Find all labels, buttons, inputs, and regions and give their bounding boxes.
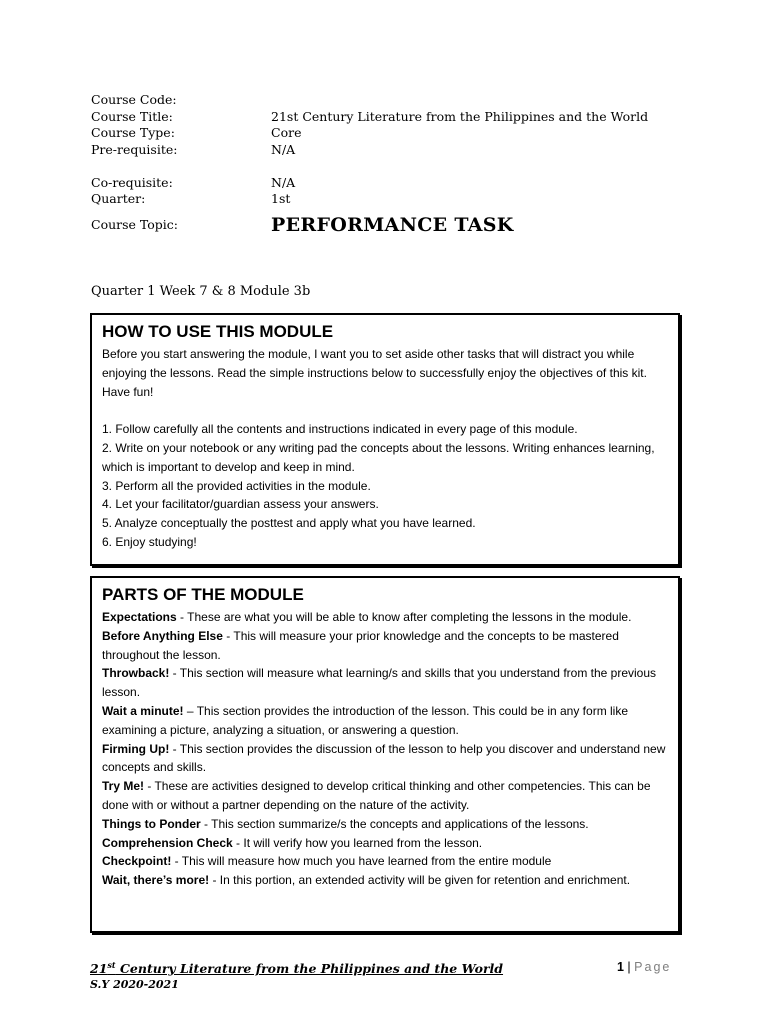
parts-of-module-heading: PARTS OF THE MODULE — [102, 585, 304, 604]
instruction-step: 2. Write on your notebook or any writing pad the concepts about the lessons. Writing enhances learning, which is important to develop and keep in mind. — [102, 440, 655, 474]
course-info — [91, 92, 648, 238]
quarter-week-module-line: Quarter 1 Week 7 & 8 Module 3b — [91, 284, 311, 299]
instruction-step: 4. Let your facilitator/guardian assess your answers. — [102, 497, 379, 512]
module-part-desc: – This section provides the introduction of the lesson. This could be in any form like examining a picture, analyzing a situation, or answering a question. — [102, 703, 629, 737]
course-title-value: 21st Century Literature from the Philippines and the World — [271, 108, 649, 124]
how-to-use-intro: Before you start answering the module, I want you to set aside other tasks that will distract you while enjoying the lessons. Read the simple instructions below to successfully enjoy the objectives of this kit. Have fun! — [102, 347, 647, 399]
course-topic-label: Course Topic: — [91, 216, 179, 232]
corequisite-value: N/A — [271, 174, 296, 190]
module-part-term: Before Anything Else — [102, 628, 223, 643]
module-part-item — [102, 664, 668, 702]
module-part-term: Wait a minute! — [102, 703, 184, 718]
module-part-term: Checkpoint! — [102, 854, 172, 869]
instruction-step: 3. Perform all the provided activities in the module. — [102, 478, 371, 493]
spacer — [102, 401, 668, 420]
module-part-desc: - It will verify how you learned from the lesson. — [232, 835, 483, 850]
prerequisite-row — [91, 142, 648, 159]
spacer — [91, 159, 648, 175]
module-part-item — [102, 777, 668, 815]
course-title-row — [91, 109, 648, 126]
module-part-item — [102, 627, 668, 665]
module-part-term: Throwback! — [102, 666, 170, 681]
module-part-item — [102, 834, 668, 853]
footer-title-number: 21 — [90, 961, 108, 977]
page-word: Page — [634, 960, 672, 974]
module-part-term: Try Me! — [102, 779, 145, 794]
module-part-desc: - In this portion, an extended activity will be given for retention and enrichment. — [209, 873, 631, 888]
prerequisite-value: N/A — [271, 142, 296, 158]
page-number: 1 — [617, 960, 624, 974]
instruction-step: 5. Analyze conceptually the posttest and apply what you have learned. — [102, 516, 476, 531]
footer-title-text: Century Literature from the Philippines and the World — [115, 961, 504, 977]
course-title-label: Course Title: — [91, 108, 173, 124]
instruction-step: 1. Follow carefully all the contents and instructions indicated in every page of this module. — [102, 422, 578, 437]
module-part-desc: - This will measure your prior knowledge and the concepts to be mastered throughout the lesson. — [102, 628, 619, 662]
course-type-value: Core — [271, 125, 302, 141]
course-type-row — [91, 125, 648, 142]
corequisite-row — [91, 175, 648, 192]
module-part-term: Expectations — [102, 610, 177, 624]
parts-of-module-box — [90, 576, 680, 933]
course-code-row — [91, 92, 648, 109]
module-part-desc: - This section will measure what learning/s and skills that you understand from the previous lesson. — [102, 666, 657, 700]
module-part-item — [102, 815, 668, 834]
course-code-label: Course Code: — [91, 92, 177, 107]
module-part-term: Things to Ponder — [102, 816, 201, 831]
module-part-desc: - This section summarize/s the concepts and applications of the lessons. — [200, 816, 589, 831]
module-part-item — [102, 702, 668, 740]
quarter-row — [91, 191, 648, 208]
module-part-item — [102, 608, 668, 627]
prerequisite-label: Pre-requisite: — [91, 142, 178, 158]
module-part-desc: - This will measure how much you have learned from the entire module — [171, 854, 552, 869]
module-part-desc: - These are what you will be able to know after completing the lessons in the module. — [176, 610, 632, 624]
footer-school-year: S.Y 2020-2021 — [90, 978, 179, 991]
quarter-value: 1st — [271, 191, 291, 207]
module-part-item — [102, 852, 668, 871]
footer-title-superscript: st — [107, 960, 116, 970]
page-separator: | — [623, 960, 635, 974]
corequisite-label: Co-requisite: — [91, 174, 173, 190]
module-part-term: Firming Up! — [102, 741, 170, 756]
course-type-label: Course Type: — [91, 125, 175, 141]
course-topic-value: PERFORMANCE TASK — [271, 213, 514, 236]
module-part-desc: - This section provides the discussion of the lesson to help you discover and understand new concepts and skills. — [102, 741, 666, 775]
module-part-desc: - These are activities designed to develop critical thinking and other competencies. This can be done with or without a partner depending on the nature of the activity. — [102, 779, 651, 812]
module-part-term: Wait, there’s more! — [102, 873, 210, 888]
instruction-step: 6. Enjoy studying! — [102, 534, 197, 549]
course-topic-row — [91, 212, 648, 238]
quarter-label: Quarter: — [91, 191, 146, 207]
module-part-term: Comprehension Check — [102, 835, 233, 850]
module-part-item — [102, 740, 668, 778]
how-to-use-heading: HOW TO USE THIS MODULE — [102, 322, 334, 341]
module-part-item — [102, 871, 668, 890]
how-to-use-box — [90, 313, 680, 566]
footer-page-number — [617, 960, 671, 974]
footer-course-title — [90, 960, 503, 976]
